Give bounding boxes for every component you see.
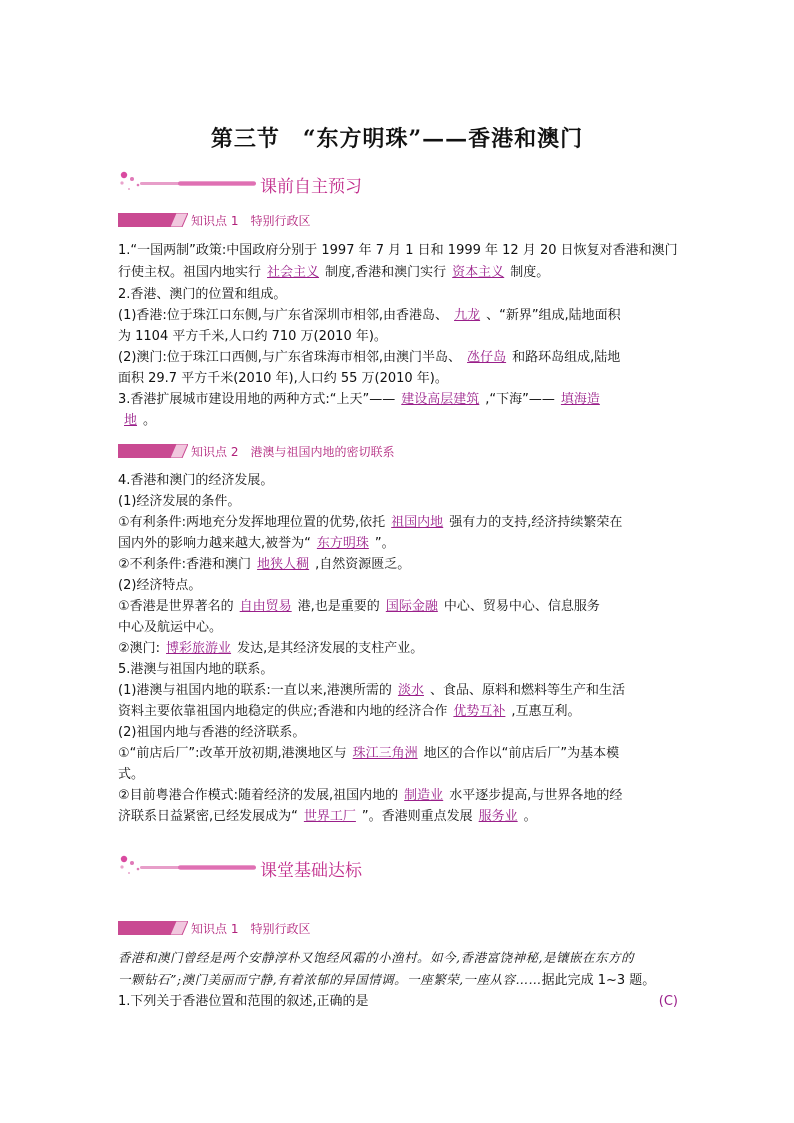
text-line: (2)澳门:位于珠江口西侧,与广东省珠海市相邻,由澳门半岛、 氹仔岛 和路环岛组成,陆地: [118, 350, 621, 365]
text-line: ①“前店后厂”:改革开放初期,港澳地区与 珠江三角洲 地区的合作以“前店后厂”为基本模: [118, 746, 620, 761]
answer: 东方明珠: [316, 536, 369, 551]
answer: 优势互补: [453, 704, 506, 719]
text-line: 地 。: [118, 411, 678, 431]
answer: 九龙: [454, 308, 481, 323]
answer: 世界工厂: [303, 809, 356, 824]
answer: 淡水: [397, 683, 424, 698]
answer: 博彩旅游业: [166, 641, 232, 656]
text-line: 5.港澳与祖国内地的联系。: [118, 662, 274, 677]
text-line: (1)香港:位于珠江口东侧,与广东省深圳市相邻,由香港岛、 九龙 、“新界”组成,陆地面积: [118, 308, 621, 323]
text-line: 行使主权。祖国内地实行 社会主义 制度,香港和澳门实行 资本主义 制度。: [118, 265, 550, 280]
knowledge-point-label: 知识点 1 特别行政区: [191, 214, 311, 228]
answer: 服务业: [478, 809, 518, 824]
text-line: ②澳门: 博彩旅游业 发达,是其经济发展的支柱产业。: [118, 641, 424, 656]
text-line: (1)港澳与祖国内地的联系:一直以来,港澳所需的 淡水 、食品、原料和燃料等生产和生活: [118, 683, 625, 698]
text-line: 2.香港、澳门的位置和组成。: [118, 287, 287, 302]
text-line: (2)祖国内地与香港的经济联系。: [118, 725, 306, 740]
question-answer: (C): [658, 994, 678, 1009]
answer: 资本主义: [452, 265, 505, 280]
answer: 珠江三角洲: [352, 746, 418, 761]
knowledge-point-label: 知识点 2 港澳与祖国内地的密切联系: [191, 445, 395, 459]
tag-icon: [118, 921, 188, 935]
answer: 社会主义: [267, 265, 320, 280]
text-line: 面积 29.7 平方千米(2010 年),人口约 55 万(2010 年)。: [118, 371, 448, 386]
page-title: 第三节 “东方明珠”——香港和澳门: [210, 126, 584, 152]
answer: 地狭人稠: [257, 557, 310, 572]
text-line: 1.“一国两制”政策:中国政府分别于 1997 年 7 月 1 日和 1999 年 12 月 20 日恢复对香港和澳门: [118, 243, 678, 258]
text-line: 资料主要依靠祖国内地稳定的供应;香港和内地的经济合作 优势互补 ,互惠互利。: [118, 704, 581, 719]
answer: 国际金融: [385, 599, 438, 614]
text-line: 中心及航运中心。: [118, 620, 223, 635]
passage-line: 香港和澳门曾经是两个安静淳朴又饱经风霜的小渔村。如今,香港富饶神秘,是镶嵌在东方的: [118, 950, 634, 965]
answer: 祖国内地: [391, 515, 444, 530]
answer: 地: [124, 413, 138, 428]
text-line: 济联系日益紧密,已经发展成为“ 世界工厂 ”。香港则重点发展 服务业 。: [118, 809, 537, 824]
section-title: 课堂基础达标: [260, 861, 362, 881]
text-line: ①香港是世界著名的 自由贸易 港,也是重要的 国际金融 中心、贸易中心、信息服务: [118, 599, 600, 614]
text-line: ②不利条件:香港和澳门 地狭人稠 ,自然资源匮乏。: [118, 557, 411, 572]
text-line: ①有利条件:两地充分发挥地理位置的优势,依托 祖国内地 强有力的支持,经济持续繁荣在: [118, 515, 623, 530]
answer: 制造业: [404, 788, 444, 803]
text-line: (2)经济特点。: [118, 578, 202, 593]
text-line: (1)经济发展的条件。: [118, 494, 241, 509]
passage-line: 一颗钻石”;澳门美丽而宁静,有着浓郁的异国情调。一座繁荣,一座从容……据此完成 1~3 题。: [118, 972, 656, 988]
text-line: 式。: [118, 767, 145, 782]
text-line: 4.香港和澳门的经济发展。: [118, 473, 274, 488]
question-1: 1.下列关于香港位置和范围的叙述,正确的是 (C): [118, 992, 678, 1012]
decorative-dots-icon: [118, 854, 258, 884]
text-line: 国内外的影响力越来越大,被誉为“ 东方明珠 ”。: [118, 536, 395, 551]
tag-icon: [118, 444, 188, 458]
tag-icon: [118, 213, 188, 227]
answer: 氹仔岛: [467, 350, 507, 365]
answer: 填海造: [560, 392, 600, 407]
text-line: 3.香港扩展城市建设用地的两种方式:“上天”—— 建设高层建筑 ,“下海”—— 填海造: [118, 390, 678, 410]
text-line: ②目前粤港合作模式:随着经济的发展,祖国内地的 制造业 水平逐步提高,与世界各地的经: [118, 788, 623, 803]
section-title: 课前自主预习: [260, 177, 362, 197]
knowledge-point-label: 知识点 1 特别行政区: [191, 922, 311, 936]
decorative-dots-icon: [118, 170, 258, 200]
answer: 建设高层建筑: [401, 392, 480, 407]
answer: 自由贸易: [239, 599, 292, 614]
text-line: 为 1104 平方千米,人口约 710 万(2010 年)。: [118, 329, 387, 344]
